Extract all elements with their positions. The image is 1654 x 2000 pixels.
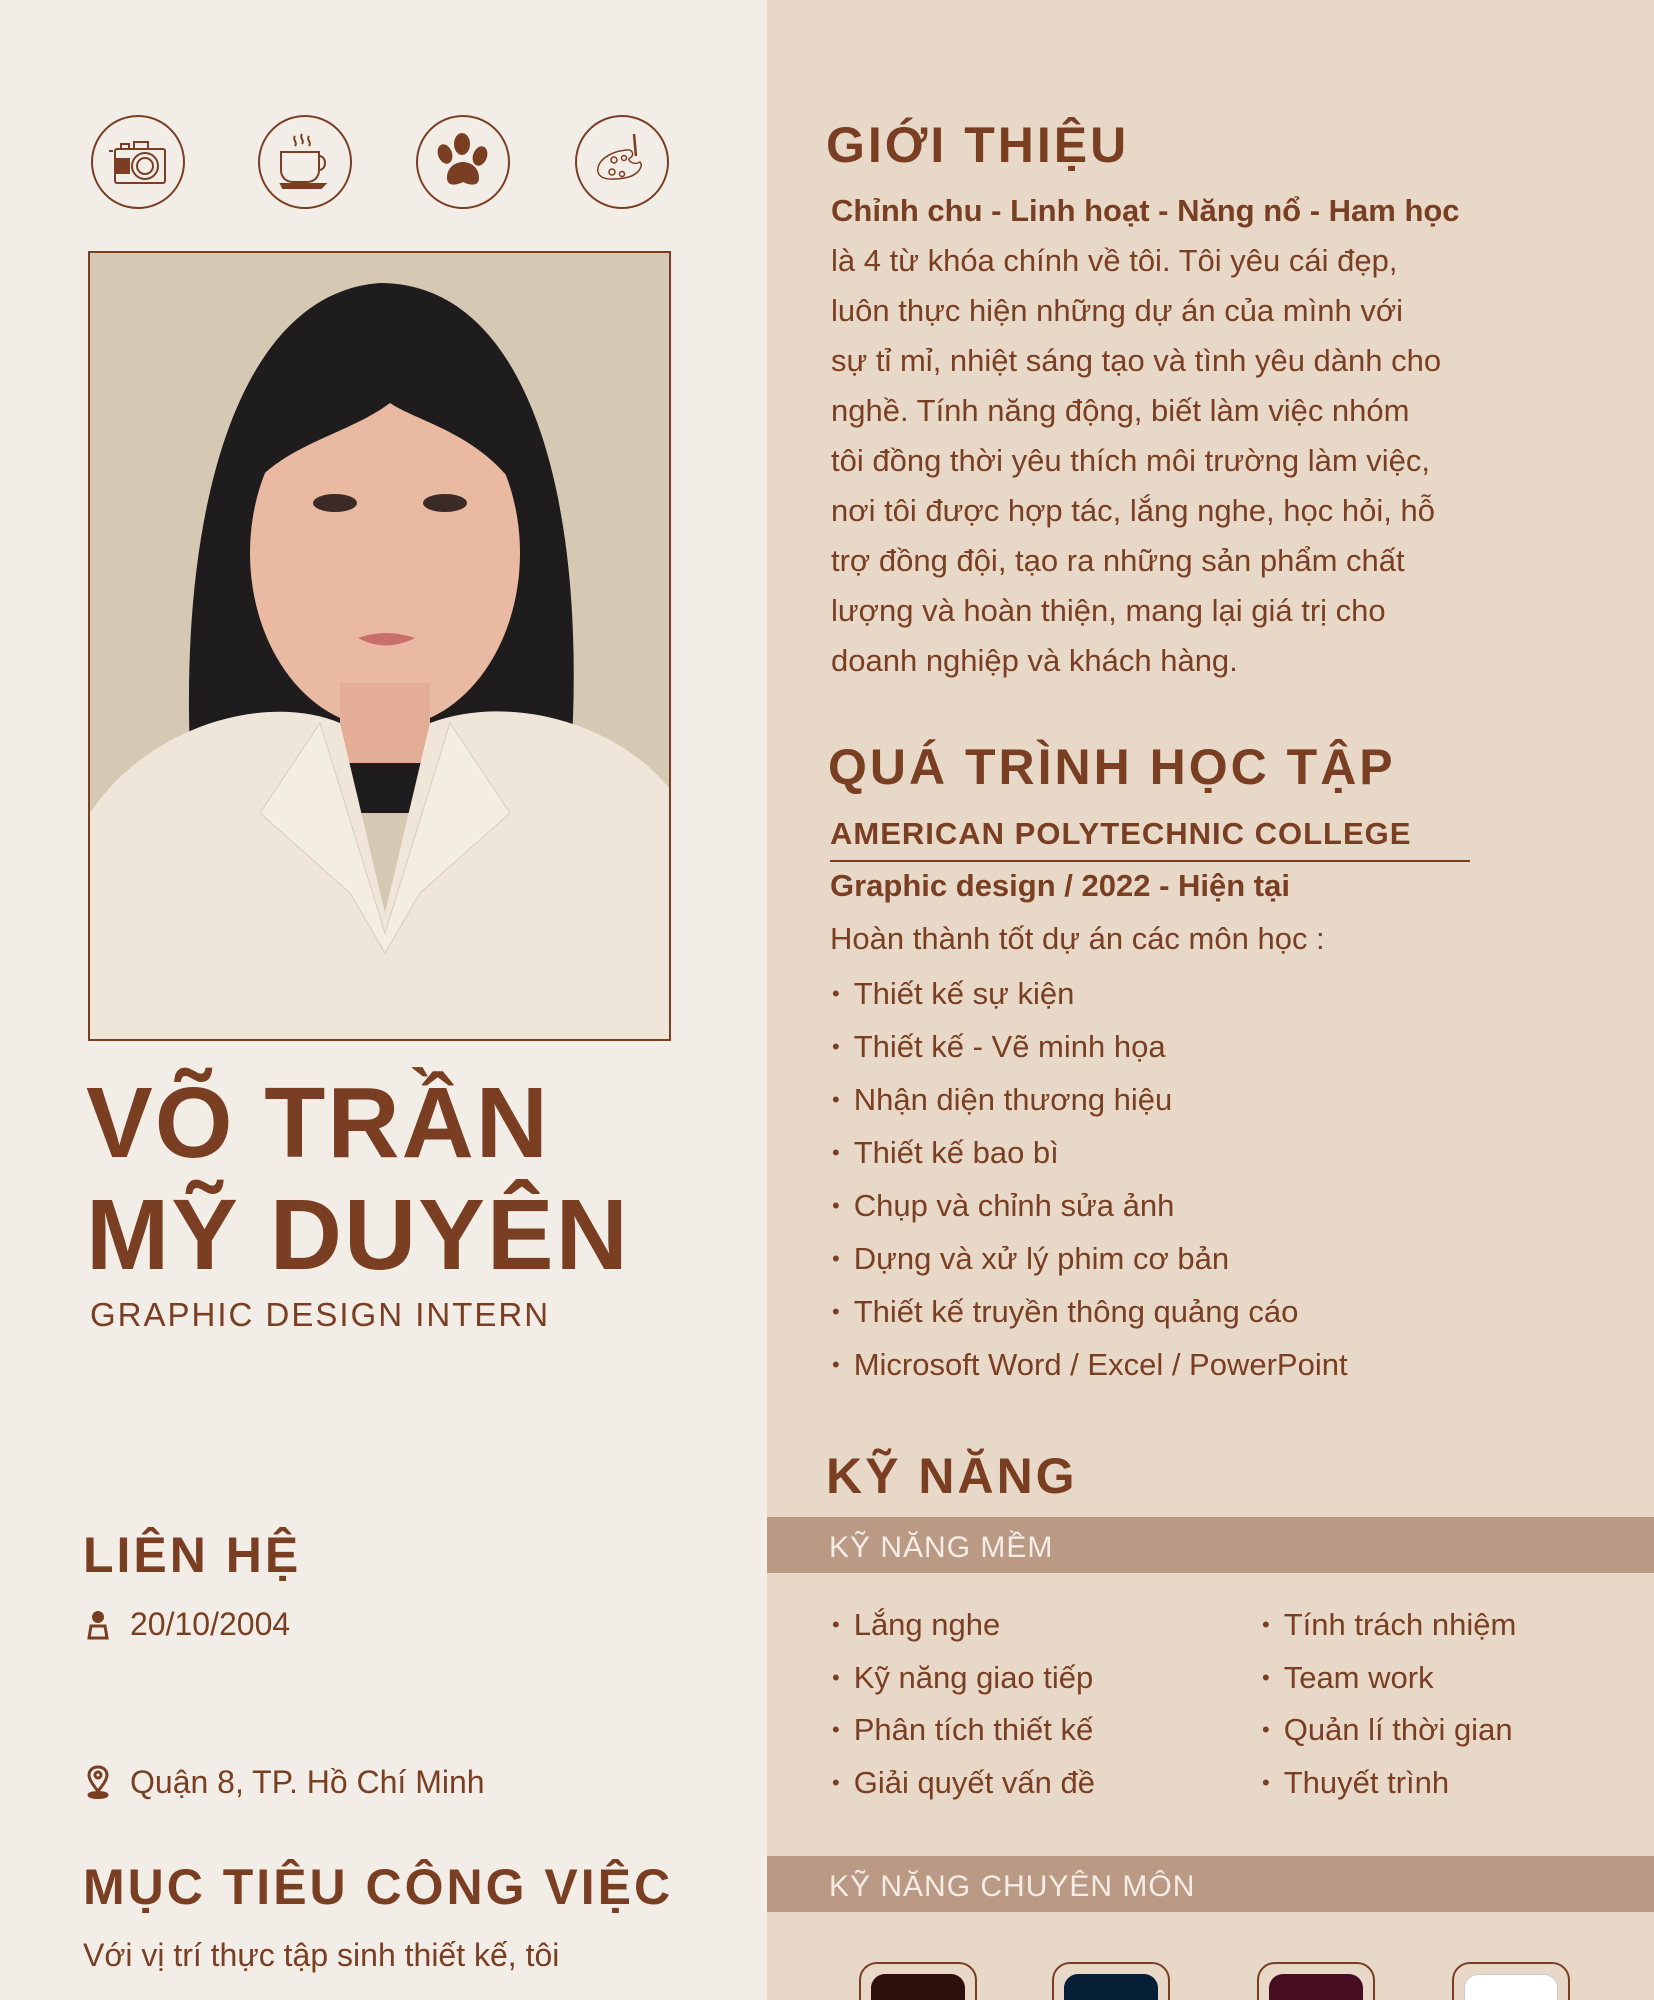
subject-item: • Chụp và chỉnh sửa ảnh xyxy=(832,1190,1174,1221)
person-icon xyxy=(86,1610,110,1645)
intro-line: sự tỉ mỉ, nhiệt sáng tạo và tình yêu dành cho xyxy=(831,343,1442,378)
school-underline xyxy=(830,860,1470,862)
illustrator-icon xyxy=(871,1974,965,2000)
photoshop-app-tile xyxy=(1052,1962,1170,2000)
soft-skills-band xyxy=(767,1517,1654,1573)
indesign-app-tile xyxy=(1257,1962,1375,2000)
intro-line: trợ đồng đội, tạo ra những sản phẩm chất xyxy=(831,543,1405,578)
indesign-icon xyxy=(1269,1974,1363,2000)
video-app-app-tile xyxy=(1452,1962,1570,2000)
intro-line: tôi đồng thời yêu thích môi trường làm việc, xyxy=(831,443,1431,478)
subject-item: • Dựng và xử lý phim cơ bản xyxy=(832,1243,1229,1274)
subject-item: • Microsoft Word / Excel / PowerPoint xyxy=(832,1349,1348,1380)
intro-line: lượng và hoàn thiện, mang lại giá trị cho xyxy=(831,593,1386,628)
pro-skills-heading: KỸ NĂNG CHUYÊN MÔN xyxy=(829,1870,1196,1903)
soft-skills-heading: KỸ NĂNG MỀM xyxy=(829,1531,1054,1564)
coffee-cup-icon xyxy=(258,115,352,209)
objective-text: Với vị trí thực tập sinh thiết kế, tôi xyxy=(83,1937,560,1973)
intro-line: nơi tôi được hợp tác, lắng nghe, học hỏi, hỗ xyxy=(831,493,1435,528)
objective-heading: MỤC TIÊU CÔNG VIỆC xyxy=(83,1859,674,1915)
intro-heading: GIỚI THIỆU xyxy=(826,117,1130,173)
profile-photo xyxy=(88,251,671,1041)
subject-item: • Thiết kế bao bì xyxy=(832,1137,1059,1168)
pro-skills-band xyxy=(767,1856,1654,1912)
illustrator-app-tile xyxy=(859,1962,977,2000)
address: Quận 8, TP. Hồ Chí Minh xyxy=(130,1764,485,1800)
soft-skill-item: • Giải quyết vấn đề xyxy=(832,1767,1095,1798)
paw-icon xyxy=(416,115,510,209)
intro-line: luôn thực hiện những dự án của mình với xyxy=(831,293,1404,328)
job-title: GRAPHIC DESIGN INTERN xyxy=(90,1296,551,1333)
camera-icon xyxy=(91,115,185,209)
soft-skill-item: • Kỹ năng giao tiếp xyxy=(832,1662,1093,1693)
subject-item: • Nhận diện thương hiệu xyxy=(832,1084,1172,1115)
subject-item: • Thiết kế - Vẽ minh họa xyxy=(832,1031,1166,1062)
intro-line: doanh nghiệp và khách hàng. xyxy=(831,643,1238,678)
intro-line: nghề. Tính năng động, biết làm việc nhóm xyxy=(831,393,1410,428)
soft-skill-item: • Quản lí thời gian xyxy=(1262,1714,1513,1745)
location-pin-icon xyxy=(86,1765,110,1804)
contact-heading: LIÊN HỆ xyxy=(83,1527,302,1583)
intro-line: là 4 từ khóa chính về tôi. Tôi yêu cái đẹp, xyxy=(831,243,1398,278)
subject-item: • Thiết kế sự kiện xyxy=(832,978,1074,1009)
skills-heading: KỸ NĂNG xyxy=(826,1448,1078,1504)
education-heading: QUÁ TRÌNH HỌC TẬP xyxy=(828,739,1396,795)
subject-item: • Thiết kế truyền thông quảng cáo xyxy=(832,1296,1298,1327)
photoshop-icon xyxy=(1064,1974,1158,2000)
left-column xyxy=(0,0,767,2000)
major: Graphic design / 2022 - Hiện tại xyxy=(830,868,1290,903)
palette-icon xyxy=(575,115,669,209)
video-app-icon xyxy=(1464,1974,1558,2000)
soft-skill-item: • Tính trách nhiệm xyxy=(1262,1609,1516,1640)
school-name: AMERICAN POLYTECHNIC COLLEGE xyxy=(830,816,1412,851)
name-line-1: VÕ TRẦN xyxy=(86,1067,550,1179)
birthday: 20/10/2004 xyxy=(130,1606,291,1642)
soft-skill-item: • Team work xyxy=(1262,1662,1434,1693)
education-summary: Hoàn thành tốt dự án các môn học : xyxy=(830,921,1325,956)
intro-keywords: Chỉnh chu - Linh hoạt - Năng nổ - Ham học xyxy=(831,193,1460,228)
soft-skill-item: • Lắng nghe xyxy=(832,1609,1000,1640)
soft-skill-item: • Thuyết trình xyxy=(1262,1767,1449,1798)
name-line-2: MỸ DUYÊN xyxy=(86,1179,630,1291)
soft-skill-item: • Phân tích thiết kế xyxy=(832,1714,1093,1745)
